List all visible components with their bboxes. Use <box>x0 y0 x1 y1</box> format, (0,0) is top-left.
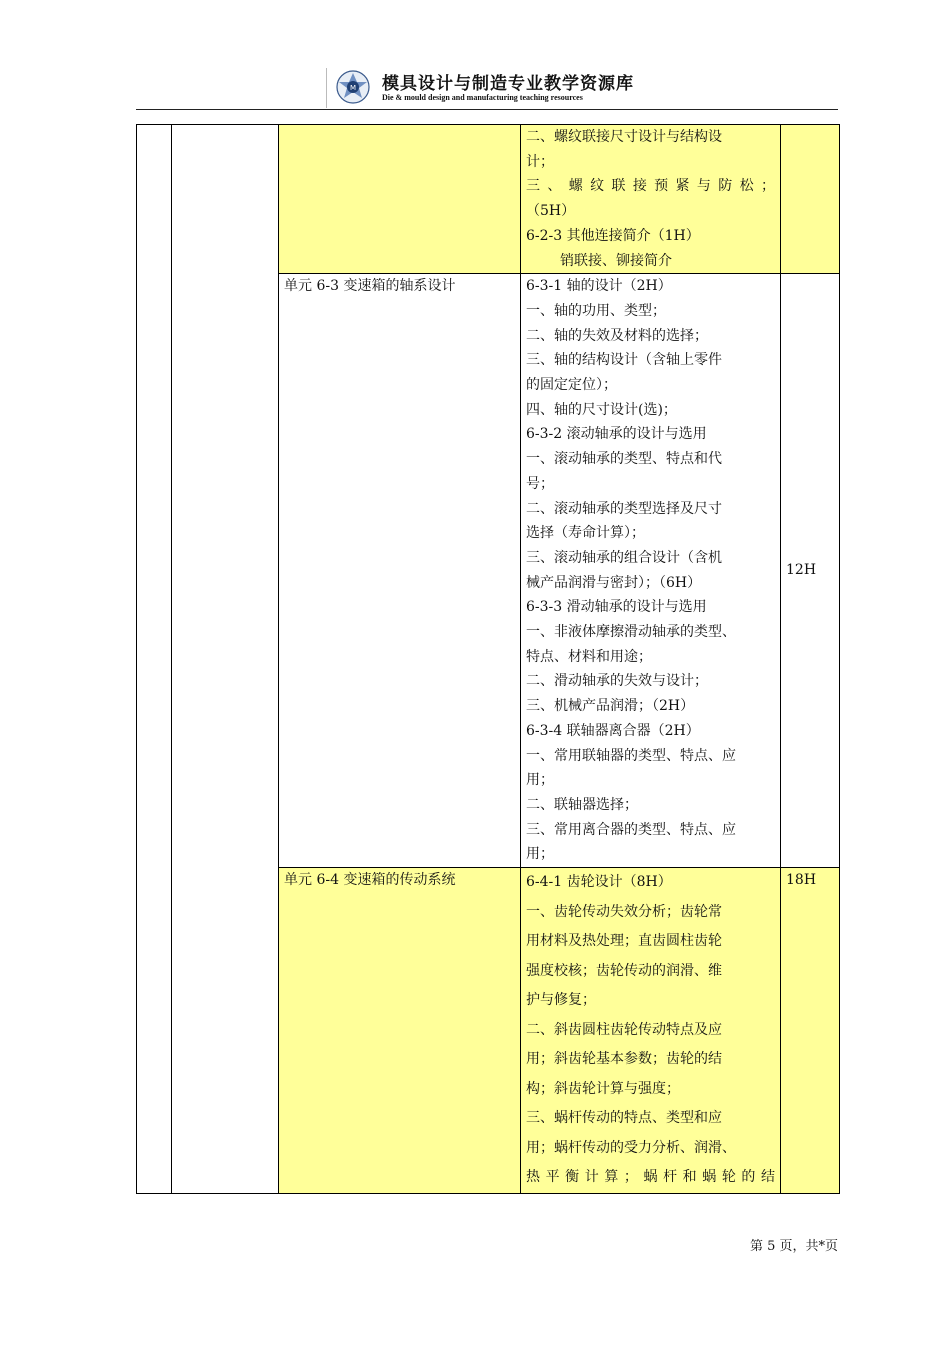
content-line: 二、滑动轴承的失效与设计； <box>526 673 708 690</box>
content-line: 热平衡计算；蜗杆和蜗轮的结 <box>526 1169 775 1186</box>
content-line: 计； <box>526 153 554 170</box>
content-line: 四、轴的尺寸设计(选)； <box>526 401 677 418</box>
table-cell-blank <box>172 125 279 1194</box>
content-line: 二、斜齿圆柱齿轮传动特点及应 <box>526 1021 722 1038</box>
content-line: 三、蜗杆传动的特点、类型和应 <box>526 1110 722 1127</box>
unit-cell: 单元 6-3 变速箱的轴系设计 <box>279 274 521 868</box>
content-line: （5H） <box>526 203 576 220</box>
header-title: 模具设计与制造专业教学资源库 <box>382 74 634 94</box>
content-line: 一、非液体摩擦滑动轴承的类型、 <box>526 624 736 641</box>
content-line: 6-3-2 滚动轴承的设计与选用 <box>526 426 707 443</box>
page-number: 第 5 页，共*页 <box>749 1239 838 1254</box>
content-line: 6-3-1 轴的设计（2H） <box>526 278 672 295</box>
content-line: 二、轴的失效及材料的选择； <box>526 327 708 344</box>
content-line: 构；斜齿轮计算与强度； <box>526 1080 680 1097</box>
content-line: 二、滚动轴承的类型选择及尺寸 <box>526 500 722 517</box>
header-subtitle: Die & mould design and manufacturing teaching resources <box>382 93 583 102</box>
content-line: 一、轴的功用、类型； <box>526 302 666 319</box>
content-cell <box>521 125 781 274</box>
content-line: 三、机械产品润滑；（2H） <box>526 698 695 715</box>
content-line: 一、滚动轴承的类型、特点和代 <box>526 451 722 468</box>
course-table <box>136 124 840 1194</box>
unit-cell <box>279 125 521 274</box>
content-line: 的固定定位）； <box>526 377 617 394</box>
svg-text:M: M <box>349 84 357 92</box>
content-line: 销联接、铆接简介 <box>560 252 672 269</box>
content-cell <box>521 868 781 1194</box>
header-rule <box>136 109 838 110</box>
content-line: 用；蜗杆传动的受力分析、润滑、 <box>526 1139 736 1156</box>
header-divider <box>326 68 327 108</box>
hours-cell: 12H <box>781 274 840 868</box>
content-line: 用材料及热处理；直齿圆柱齿轮 <box>526 933 722 950</box>
table-row <box>137 125 840 274</box>
content-line: 一、常用联轴器的类型、特点、应 <box>526 747 736 764</box>
hours-cell: 18H <box>781 868 840 1194</box>
page-header <box>0 0 952 112</box>
content-cell <box>521 274 781 868</box>
content-line: 三、滚动轴承的组合设计（含机 <box>526 549 722 566</box>
content-line: 一、齿轮传动失效分析；齿轮常 <box>526 903 722 920</box>
content-line: 强度校核；齿轮传动的润滑、维 <box>526 962 722 979</box>
content-line: 特点、材料和用途； <box>526 648 652 665</box>
content-line: 用； <box>526 846 554 863</box>
content-line: 三、轴的结构设计（含轴上零件 <box>526 352 722 369</box>
content-line: 号； <box>526 475 554 492</box>
content-line: 三、螺纹联接预紧与防松； <box>526 178 775 195</box>
content-line: 选择（寿命计算）； <box>526 525 645 542</box>
unit-cell: 单元 6-4 变速箱的传动系统 <box>279 868 521 1194</box>
content-line: 二、螺纹联接尺寸设计与结构设 <box>526 129 722 145</box>
content-line: 用； <box>526 772 554 789</box>
content-line: 护与修复； <box>526 992 596 1009</box>
content-line: 三、常用离合器的类型、特点、应 <box>526 821 736 838</box>
table-cell-blank <box>137 125 172 1194</box>
content-line: 械产品润滑与密封）；（6H） <box>526 574 702 591</box>
content-line: 6-4-1 齿轮设计（8H） <box>526 874 672 891</box>
content-line: 6-2-3 其他连接简介（1H） <box>526 227 700 244</box>
hours-cell <box>781 125 840 274</box>
content-line: 6-3-4 联轴器离合器（2H） <box>526 722 700 739</box>
content-line: 用；斜齿轮基本参数；齿轮的结 <box>526 1051 722 1068</box>
content-line: 二、联轴器选择； <box>526 796 638 813</box>
school-emblem-icon <box>336 70 370 104</box>
content-line: 6-3-3 滑动轴承的设计与选用 <box>526 599 707 616</box>
